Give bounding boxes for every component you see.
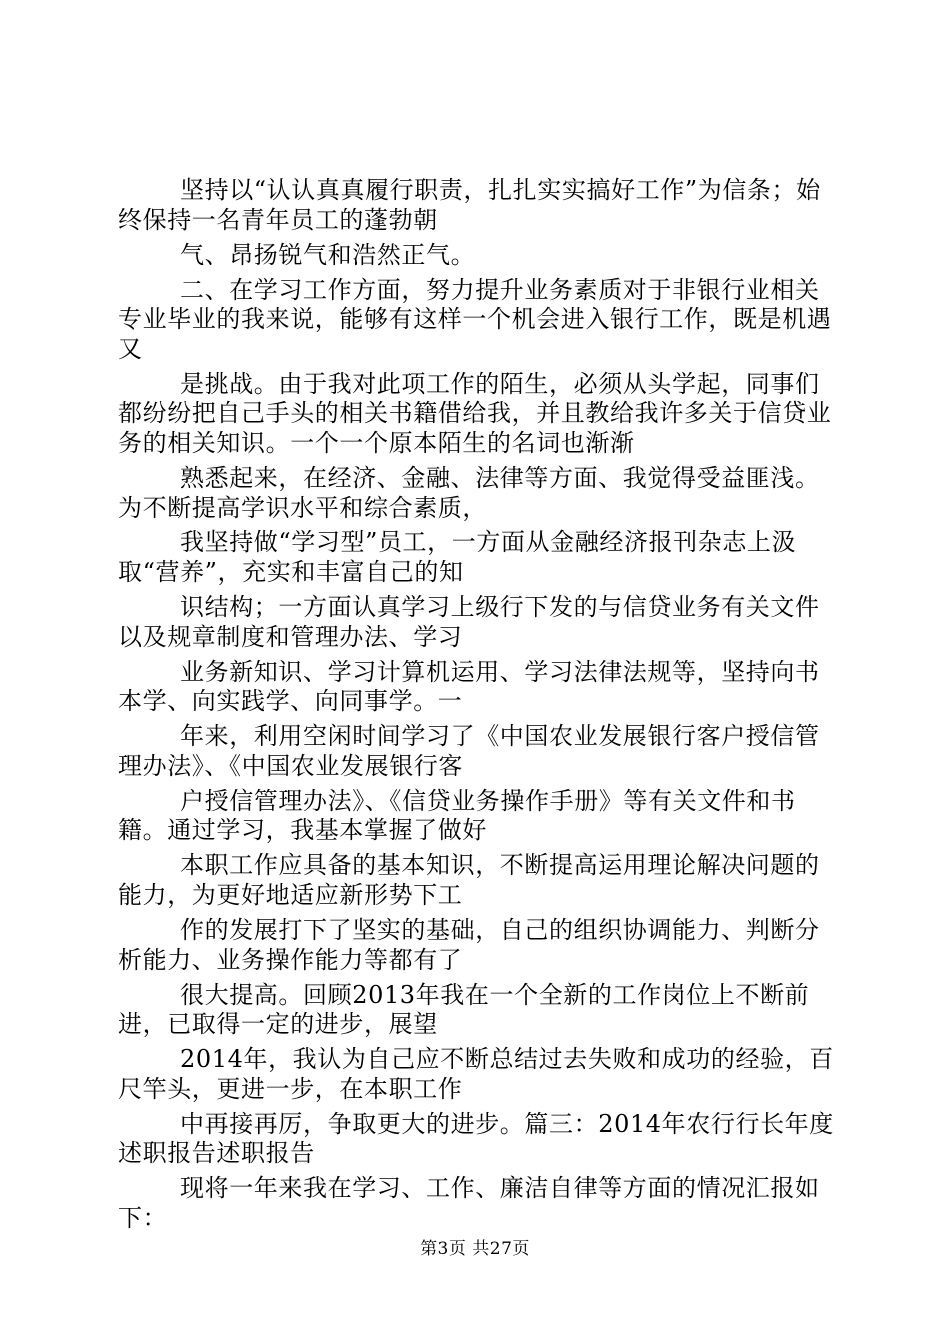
paragraph-9: 年来，利用空闲时间学习了《中国农业发展银行客户授信管理办法》、《中国农业发展银行客 — [118, 722, 820, 780]
paragraph-15: 中再接再厉，争取更大的进步。篇三：2014年农行行长年度述职报告述职报告 — [118, 1109, 834, 1168]
paragraph-5: 熟悉起来，在经济、金融、法律等方面、我觉得受益匪浅。为不断提高学识水平和综合素质， — [118, 463, 820, 522]
page-number-footer: 第3页 共27页 — [420, 1239, 530, 1259]
paragraph-16: 现将一年来我在学习、工作、廉洁自律等方面的情况汇报如下： — [118, 1174, 820, 1232]
paragraph-7: 识结构；一方面认真学习上级行下发的与信贷业务有关文件以及规章制度和管理办法、学习 — [118, 593, 820, 651]
paragraph-4: 是挑战。由于我对此项工作的陌生，必须从头学起，同事们都纷纷把自己手头的相关书籍借给我，并且教给我许多关于信贷业务的相关知识。一个一个原本陌生的名词也渐渐 — [118, 369, 832, 457]
paragraph-6: 我坚持做“学习型”员工，一方面从金融经济报刊杂志上汲取“营养”，充实和丰富自己的知 — [118, 528, 797, 587]
paragraph-12: 作的发展打下了坚实的基础，自己的组织协调能力、判断分析能力、业务操作能力等都有了 — [118, 915, 820, 974]
paragraph-8: 业务新知识、学习计算机运用、学习法律法规等，坚持向书本学、向实践学、向同事学。一 — [118, 657, 820, 716]
paragraph-2: 气、昂扬锐气和浩然正气。 — [180, 240, 476, 269]
paragraph-14: 2014年，我认为自己应不断总结过去失败和成功的经验，百尺竿头，更进一步，在本职工作 — [118, 1045, 834, 1103]
paragraph-11: 本职工作应具备的基本知识，不断提高运用理论解决问题的能力，为更好地适应新形势下工 — [118, 851, 820, 909]
paragraph-10: 户授信管理办法》、《信贷业务操作手册》等有关文件和书籍。通过学习，我基本掌握了做好 — [118, 786, 796, 845]
document-body — [118, 176, 838, 1239]
paragraph-1: 坚持以“认认真真履行职责，扎扎实实搞好工作”为信条；始终保持一名青年员工的蓬勃朝 — [118, 176, 821, 234]
paragraph-13: 很大提高。回顾2013年我在一个全新的工作岗位上不断前进，已取得一定的进步，展望 — [118, 980, 810, 1039]
paragraph-3: 二、在学习工作方面，努力提升业务素质对于非银行业相关专业毕业的我来说，能够有这样一个机会进入银行工作，既是机遇又 — [118, 275, 832, 363]
